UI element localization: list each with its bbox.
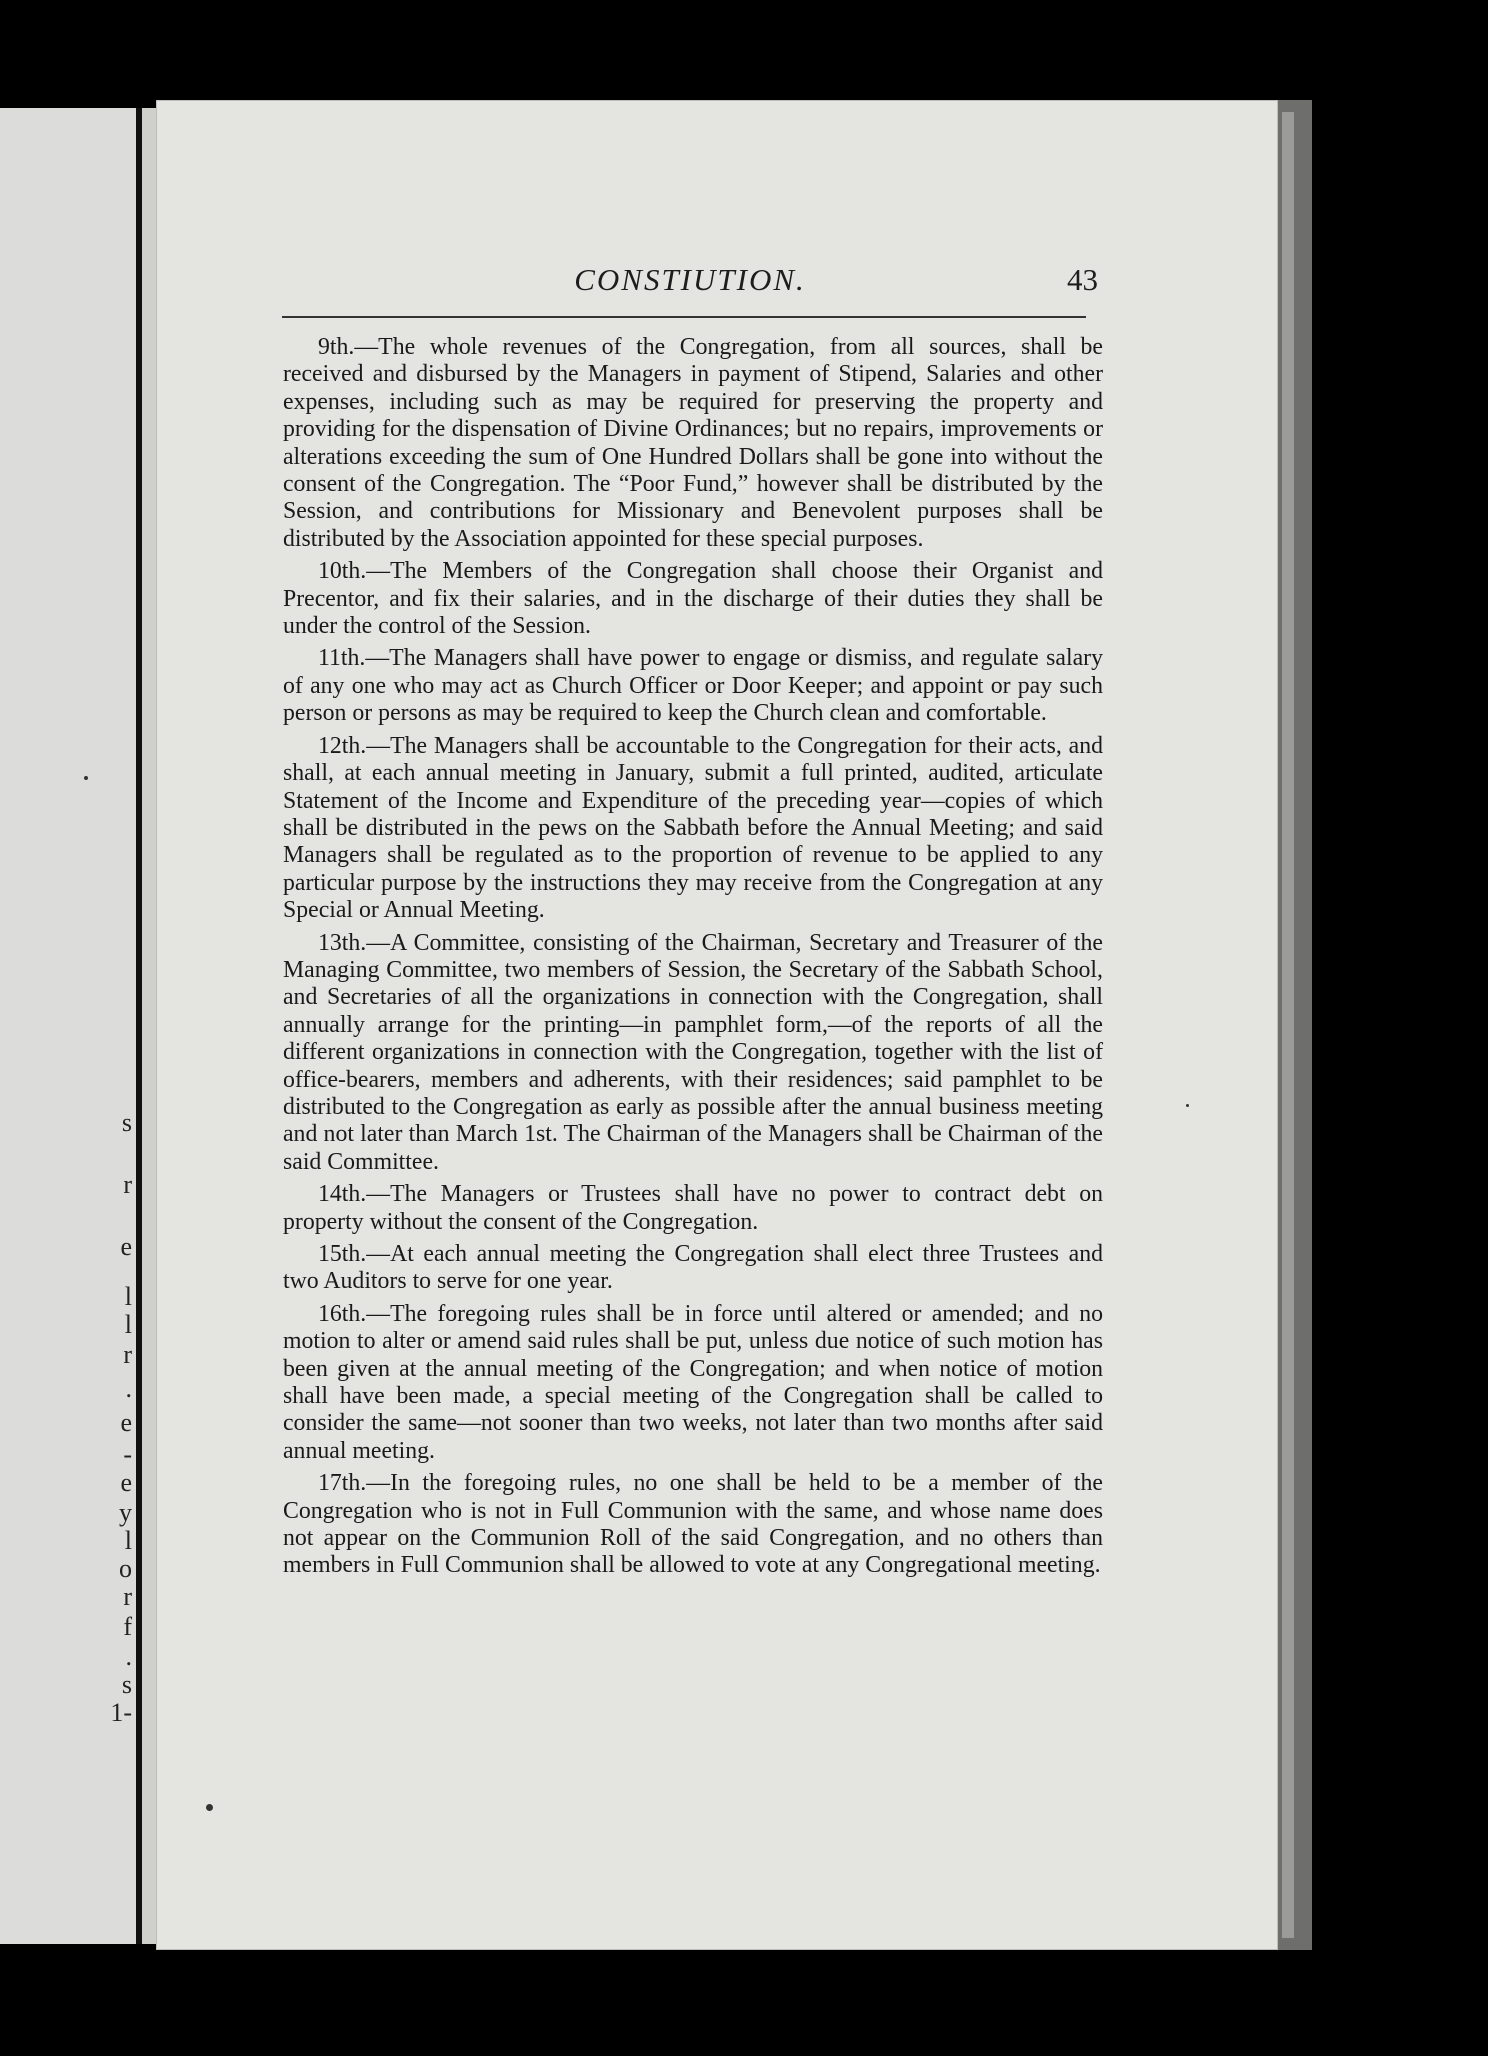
- print-speck: [84, 776, 88, 780]
- rule-paragraph-17: [283, 1470, 1103, 1580]
- rule-number: 10th.: [318, 558, 367, 585]
- page-body: [283, 334, 1103, 1585]
- facing-page-letter: s: [121, 1108, 132, 1137]
- page-header: [282, 252, 1098, 302]
- rule-text: —The Members of the Congregation shall choose their Organist and Precentor, and fix their salaries, and in the discharge of their duties they shall be under the control of the Session.: [283, 558, 1103, 640]
- rule-text: —The Managers shall have power to engage or dismiss, and regulate salary of any one who may act as Church Officer or Door Keeper; and appoint or pay such person or persons as may be required to keep the Church clean and comfortable.: [283, 645, 1103, 727]
- rule-number: 9th.: [318, 334, 355, 360]
- rule-paragraph-10: [283, 558, 1103, 640]
- facing-page-letter: l: [124, 1310, 132, 1339]
- rule-number: 16th.: [318, 1300, 367, 1327]
- running-title: CONSTIUTION.: [574, 262, 806, 297]
- facing-page-letter: r: [123, 1582, 132, 1611]
- facing-page-fragment: [0, 108, 136, 1944]
- facing-page-letter: l: [124, 1526, 132, 1555]
- facing-page-letter: r: [123, 1340, 132, 1369]
- page-edge: [1282, 112, 1294, 1938]
- facing-page-letter: y: [119, 1498, 132, 1527]
- facing-page-letter: e: [120, 1408, 132, 1437]
- rule-paragraph-15: [283, 1241, 1103, 1296]
- facing-page-letter: .: [125, 1642, 132, 1671]
- facing-page-letter: l: [124, 1282, 132, 1311]
- print-speck: [206, 1804, 213, 1811]
- rule-number: 13th.: [318, 929, 367, 956]
- facing-page-letter: f: [123, 1612, 132, 1641]
- rule-paragraph-13: [283, 930, 1103, 1177]
- rule-paragraph-16: [283, 1301, 1103, 1465]
- rule-text: —The foregoing rules shall be in force until altered or amended; and no motion to alter or amend said rules shall be put, unless due notice of such motion has been given at the annual meeting of the Congregation; and when notice of motion shall have been made, a special meeting of the Congregation shall be called to consider the same—not sooner than two weeks, not later than two months after said annual meeting.: [283, 1300, 1103, 1464]
- facing-page-letter: e: [120, 1468, 132, 1497]
- page-gutter: [142, 108, 156, 1944]
- rule-paragraph-11: [283, 645, 1103, 727]
- facing-page-letter: s: [121, 1670, 132, 1699]
- facing-page-letter: r: [123, 1170, 132, 1199]
- print-speck: [1186, 1104, 1189, 1107]
- facing-page-letter: -: [123, 1440, 132, 1469]
- rule-text: —A Committee, consisting of the Chairman, Secretary and Treasurer of the Managing Committee, two members of Session, the Secretary of the Sabbath School, and Secretaries of all the organizations in connection with the Congregation, shall annually arrange for the printing—in pamphlet form,—of the reports of all the different organizations in connection with the Congregation, together with the list of office-bearers, members and adherents, with their residences; said pamphlet to be distributed to the Congregation as early as possible after the annual business meeting and not later than March 1st. The Chairman of the Managers shall be Chairman of the said Committee.: [283, 929, 1103, 1175]
- rule-text: —In the foregoing rules, no one shall be held to be a member of the Congregation who is not in Full Communion with the same, and whose name does not appear on the Communion Roll of the said Congregation, and no others than members in Full Communion shall be allowed to vote at any Congregational meeting.: [283, 1470, 1103, 1579]
- facing-page-letter: e: [120, 1232, 132, 1261]
- rule-number: 15th.: [318, 1241, 367, 1267]
- facing-page-letter: .: [125, 1374, 132, 1403]
- rule-paragraph-12: [283, 733, 1103, 925]
- rule-paragraph-9: [283, 334, 1103, 553]
- page-number: 43: [1067, 262, 1098, 297]
- rule-number: 11th.: [318, 645, 366, 672]
- rule-text: —The Managers shall be accountable to the Congregation for their acts, and shall, at each annual meeting in January, submit a full printed, audited, articulate Statement of the Income and Expenditure of the preceding year—copies of which shall be distributed in the pews on the Sabbath before the Annual Meeting; and said Managers shall be regulated as to the proportion of revenue to be applied to any particular purpose by the instructions they may receive from the Congregation at any Special or Annual Meeting.: [283, 732, 1103, 924]
- rule-text: —The whole revenues of the Congregation, from all sources, shall be received and disbursed by the Managers in payment of Stipend, Salaries and other expenses, including such as may be required for preserving the property and providing for the dispensation of Divine Ordinances; but no repairs, improvements or alterations exceeding the sum of One Hundred Dollars shall be gone into without the consent of the Congregation. The “Poor Fund,” however shall be distributed by the Session, and contributions for Missionary and Benevolent purposes shall be distributed by the Association appointed for these special purposes.: [283, 334, 1103, 552]
- rule-number: 17th.: [318, 1470, 367, 1497]
- facing-page-letter: 1-: [110, 1698, 132, 1727]
- rule-text: —The Managers or Trustees shall have no power to contract debt on property without the consent of the Congregation.: [283, 1181, 1103, 1235]
- facing-page-letter: o: [119, 1554, 132, 1583]
- rule-paragraph-14: [283, 1181, 1103, 1236]
- rule-text: —At each annual meeting the Congregation shall elect three Trustees and two Auditors to serve for one year.: [283, 1241, 1103, 1295]
- header-rule: [282, 316, 1086, 318]
- rule-number: 14th.: [318, 1181, 367, 1208]
- rule-number: 12th.: [318, 732, 367, 759]
